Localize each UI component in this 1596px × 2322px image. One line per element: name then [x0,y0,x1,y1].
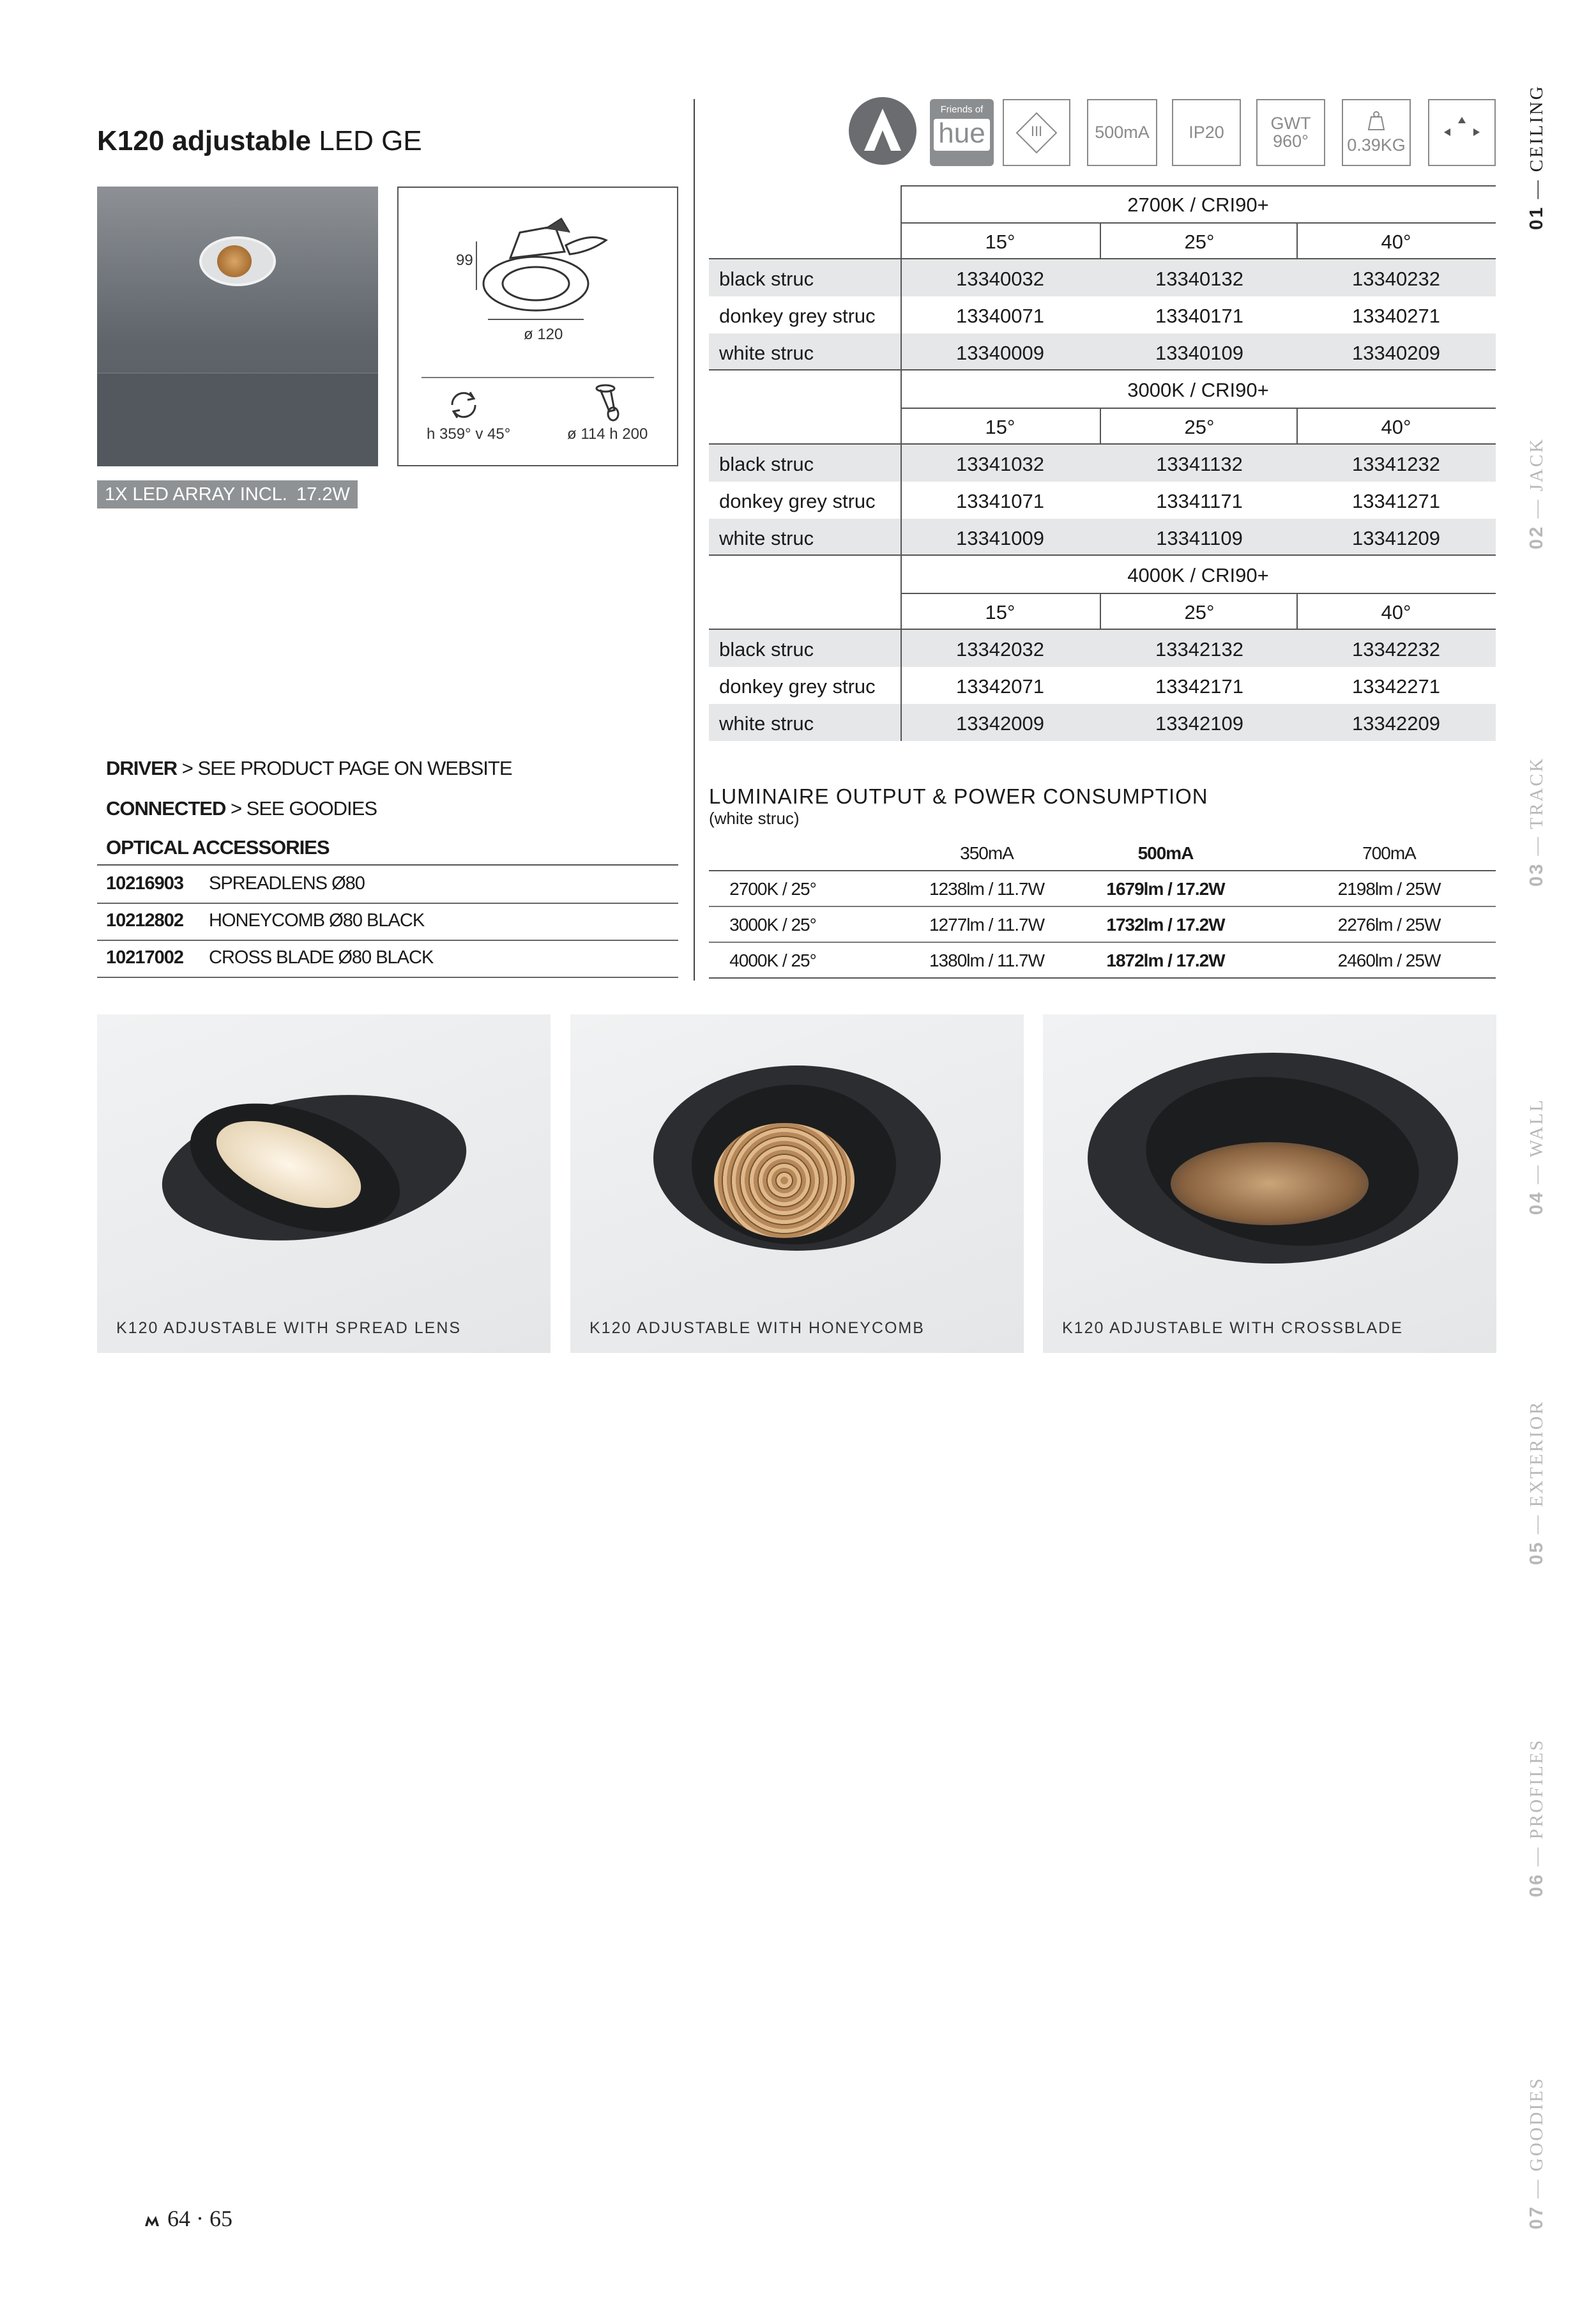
accessory-code: 10216903 [106,873,184,894]
beam-angle-row [709,593,1496,630]
ip-rating-badge: IP20 [1172,99,1241,166]
class-iii-icon [1003,99,1070,166]
output-value: 1872lm / 17.2W [1106,951,1225,970]
connected-info [106,797,377,820]
article-code: 13342071 [956,675,1044,698]
accessory-row [97,903,678,941]
accessory-row [97,940,678,978]
cutout-size: ø 114 h 200 [567,425,648,443]
driver-label: DRIVER [106,757,178,779]
article-code: 13342232 [1352,638,1440,661]
beam-angle: 40° [1381,601,1411,623]
wattage-pill: 17.2W [289,480,358,508]
recessed-cutout-icon [591,379,636,424]
gwt-badge [1256,99,1325,166]
article-code: 13340132 [1155,268,1243,290]
cct-header-row [709,370,1496,408]
brand-mark-icon [144,2214,160,2227]
page-numbers: 64 · 65 [167,2206,232,2231]
product-photo [97,187,378,466]
sidenav-exterior[interactable]: 05 — EXTERIOR [1526,1400,1547,1565]
beam-angle-row [709,222,1496,259]
article-code: 13342132 [1155,638,1243,661]
table-row [709,943,1496,978]
table-row [709,482,1496,519]
photo-caption: K120 ADJUSTABLE WITH HONEYCOMB [589,1319,925,1337]
beam-angle: 25° [1184,416,1215,438]
article-code: 13340171 [1155,305,1243,327]
article-code-table [709,185,1496,741]
cct-header: 2700K / CRI90+ [1127,194,1269,216]
output-value: 1679lm / 17.2W [1106,879,1225,899]
table-row [709,519,1496,556]
brand-logo-icon [849,97,916,165]
downlight-image [199,236,276,286]
technical-drawing [397,187,678,466]
product-title [97,125,422,157]
class-iii-label: III [1030,123,1043,139]
luminaire-output-title: LUMINAIRE OUTPUT & POWER CONSUMPTION [709,784,1208,808]
article-code: 13342171 [1155,675,1243,698]
product-title-rest: LED GE [319,125,422,157]
finish-label: white struc [719,342,814,364]
finish-label: black struc [719,453,814,475]
column-header: 350mA [960,843,1014,863]
article-code: 13341271 [1352,490,1440,512]
article-code: 13342009 [956,712,1044,735]
sidenav-track[interactable]: 03 — TRACK [1526,756,1547,887]
finish-label: white struc [719,712,814,735]
photo-spread-lens [97,1014,551,1353]
beam-angle: 40° [1381,416,1411,438]
sidenav-jack[interactable]: 02 — JACK [1526,437,1547,549]
beam-angle: 25° [1184,601,1215,623]
output-value: 1380lm / 11.7W [929,951,1045,970]
accessory-code: 10212802 [106,910,184,931]
gwt-value: 960° [1273,132,1309,151]
cct-header: 3000K / CRI90+ [1127,379,1269,401]
article-code: 13340209 [1352,342,1440,364]
output-value: 2460lm / 25W [1337,951,1441,970]
article-code: 13341209 [1352,527,1440,549]
connected-label: CONNECTED [106,797,226,820]
article-code: 13341132 [1156,453,1243,475]
luminaire-header-row [709,836,1496,871]
height-dimension: 99 [456,252,473,269]
sidenav-profiles[interactable]: 06 — PROFILES [1526,1738,1547,1897]
row-label: 4000K / 25° [729,951,816,970]
finish-label: donkey grey struc [719,305,876,327]
article-code: 13342109 [1155,712,1243,735]
table-row [709,907,1496,942]
beam-angle: 15° [985,601,1015,623]
photo-caption: K120 ADJUSTABLE WITH CROSSBLADE [1062,1319,1403,1337]
article-code: 13342271 [1352,675,1440,698]
connected-text: > SEE GOODIES [230,797,377,820]
beam-angle: 15° [985,231,1015,253]
finish-label: black struc [719,268,814,290]
luminaire-output-subtitle: (white struc) [709,809,800,828]
article-code: 13340032 [956,268,1044,290]
finish-label: black struc [719,638,814,661]
article-code: 13340271 [1352,305,1440,327]
driver-text: > SEE PRODUCT PAGE ON WEBSITE [181,757,512,779]
beam-angle: 40° [1381,231,1411,253]
table-row [709,871,1496,906]
optical-accessories-header [97,834,678,866]
column-divider [694,99,695,981]
photo-crossblade [1043,1014,1496,1353]
output-value: 2276lm / 25W [1337,915,1441,935]
hue-badge-small-text: Friends of [940,104,984,115]
article-code: 13340071 [956,305,1044,327]
row-label: 2700K / 25° [729,879,816,899]
product-title-bold: K120 adjustable [97,125,312,157]
hue-badge-text: hue [934,119,990,151]
fixture-dimension-drawing [399,188,677,373]
weight-value: 0.39KG [1347,135,1406,155]
article-code: 13341109 [1156,527,1243,549]
article-code: 13341171 [1156,490,1243,512]
article-code: 13341032 [956,453,1044,475]
column-header: 500mA [1137,843,1194,863]
photo-honeycomb [570,1014,1024,1353]
led-array-pill: 1X LED ARRAY INCL. [97,480,295,508]
row-label: 3000K / 25° [729,915,816,935]
column-header: 700mA [1362,843,1416,863]
article-code: 13340232 [1352,268,1440,290]
table-row [709,296,1496,333]
diameter-dimension: ø 120 [524,326,563,343]
accessory-code: 10217002 [106,947,184,968]
article-code: 13341232 [1352,453,1440,475]
accessory-desc: HONEYCOMB Ø80 BLACK [209,910,425,931]
table-row [709,667,1496,704]
adjustable-arrows-icon [1428,99,1496,166]
table-row [709,333,1496,370]
article-code: 13340009 [956,342,1044,364]
weight-badge [1342,99,1411,166]
rotation-range: h 359° v 45° [427,425,511,443]
current-badge: 500mA [1087,99,1157,166]
article-code: 13341071 [956,490,1044,512]
article-code: 13341009 [956,527,1044,549]
table-row [709,259,1496,296]
table-row [709,630,1496,667]
photo-caption: K120 ADJUSTABLE WITH SPREAD LENS [116,1319,462,1337]
sidenav-wall[interactable]: 04 — WALL [1526,1098,1547,1215]
sidenav-ceiling[interactable]: 01 — CEILING [1526,84,1547,230]
gwt-label: GWT [1270,114,1311,133]
beam-angle: 15° [985,416,1015,438]
cct-header-row [709,556,1496,593]
rotate-icon [445,386,483,424]
output-value: 1277lm / 11.7W [929,915,1045,935]
accessory-desc: SPREADLENS Ø80 [209,873,365,894]
output-value: 1732lm / 17.2W [1106,915,1225,935]
optical-accessories-title: OPTICAL ACCESSORIES [106,836,330,859]
output-value: 2198lm / 25W [1337,879,1441,899]
weight-icon [1364,111,1389,132]
driver-info [106,757,512,780]
article-code: 13340109 [1155,342,1243,364]
friends-of-hue-badge [930,99,994,166]
accessory-desc: CROSS BLADE Ø80 BLACK [209,947,434,968]
output-value: 1238lm / 11.7W [929,879,1045,899]
finish-label: donkey grey struc [719,675,876,698]
table-row [709,445,1496,482]
beam-angle: 25° [1184,231,1215,253]
accessory-row [97,866,678,904]
beam-angle-row [709,408,1496,445]
finish-label: donkey grey struc [719,490,876,512]
article-code: 13342032 [956,638,1044,661]
sidenav-goodies[interactable]: 07 — GOODIES [1526,2076,1547,2229]
cct-header-row [709,185,1496,222]
finish-label: white struc [719,527,814,549]
article-code: 13342209 [1352,712,1440,735]
table-row [709,704,1496,741]
cct-header: 4000K / CRI90+ [1127,564,1269,586]
